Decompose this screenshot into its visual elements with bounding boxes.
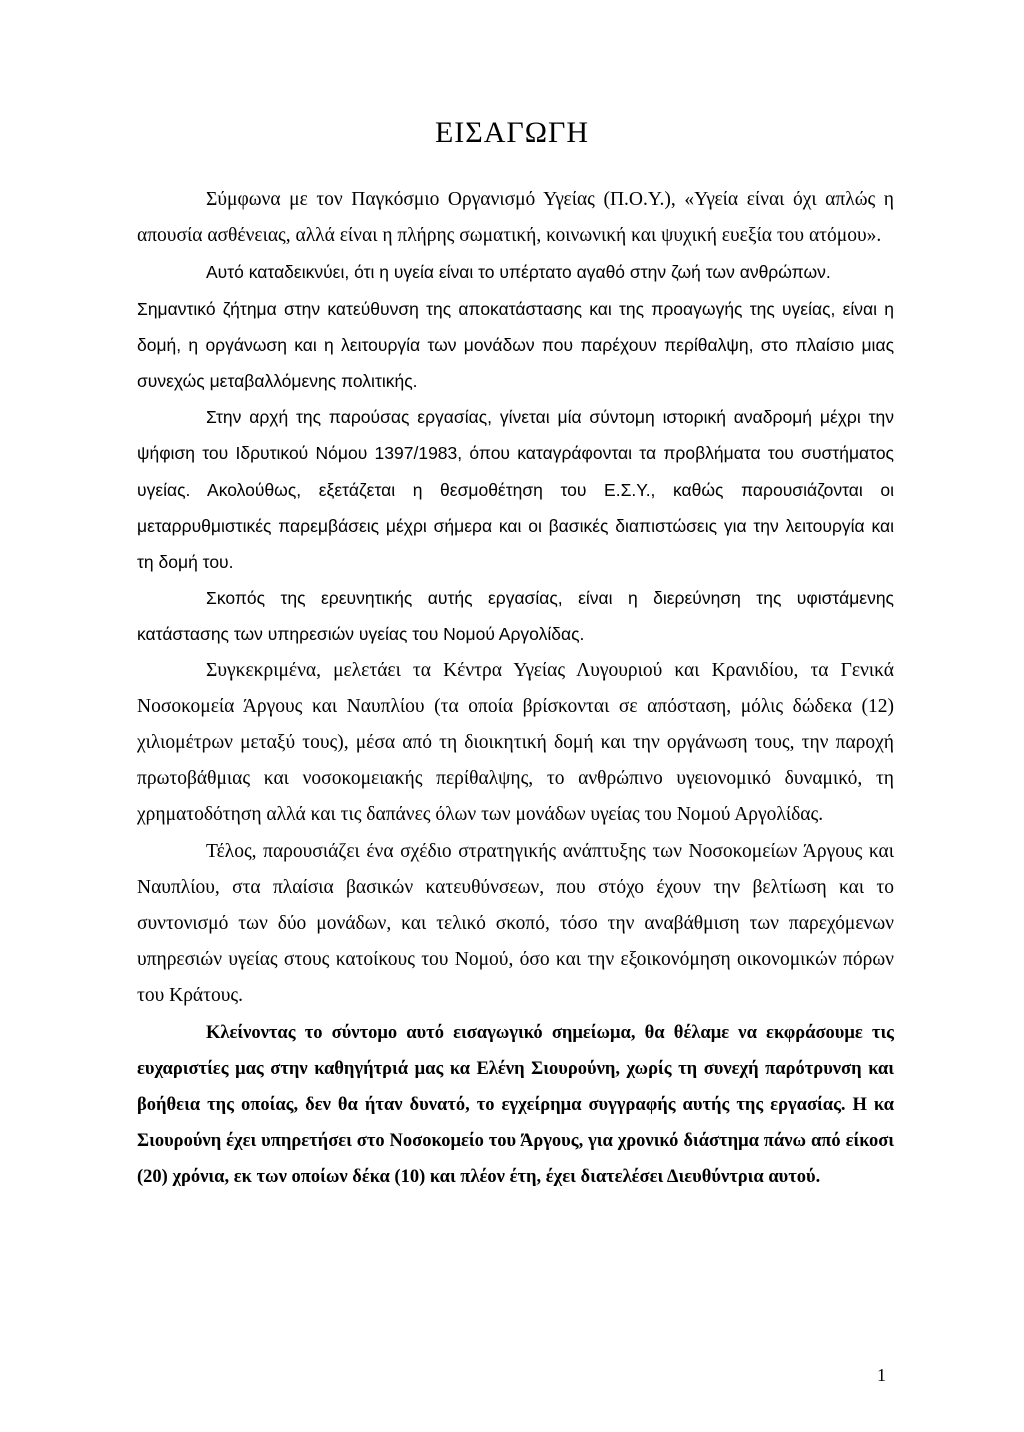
- paragraph-study-scope: Συγκεκριμένα, μελετάει τα Κέντρα Υγείας Λυγουριού και Κρανιδίου, τα Γενικά Νοσοκομεία Άργους και Ναυπλίου (τα οποία βρίσκονται σε απόσταση, μόλις δώδεκα (12) χιλιομέτρων μεταξύ τους), μέσα από τη διοικητική δομή και την οργάνωση τους, την παροχή πρωτοβάθμιας και νοσοκομειακής περίθαλψης, το ανθρώπινο υγειονομικό δυναμικό, τη χρηματοδότηση αλλά και τις δαπάνες όλων των μονάδων υγείας του Νομού Αργολίδας.: [137, 659, 894, 826]
- page-title: ΕΙΣΑΓΩΓΗ: [434, 116, 590, 149]
- paragraph-research-purpose: Σκοπός της ερευνητικής αυτής εργασίας, είναι η διερεύνηση της υφιστάμενης κατάστασης των υπηρεσιών υγείας του Νομού Αργολίδας.: [137, 588, 894, 645]
- paragraph-acknowledgements: Κλείνοντας το σύντομο αυτό εισαγωγικό σημείωμα, θα θέλαμε να εκφράσουμε τις ευχαριστίες μας στην καθηγήτριά μας κα Ελένη Σιουρούνη, χωρίς τη συνεχή παρότρυνση και βοήθεια της οποίας, δεν θα ήταν δυνατό, το εγχείρημα συγγραφής αυτής της εργασίας. Η κα Σιουρούνη έχει υπηρετήσει στο Νοσοκομείο του Άργους, για χρονικό διάστημα πάνω από είκοσι (20) χρόνια, εκ των οποίων δέκα (10) και πλέον έτη, έχει διατελέσει Διευθύντρια αυτού.: [137, 1022, 894, 1188]
- paragraph-strategy-plan: Τέλος, παρουσιάζει ένα σχέδιο στρατηγικής ανάπτυξης των Νοσοκομείων Άργους και Ναυπλίου, στα πλαίσια βασικών κατευθύνσεων, που στόχο έχουν την βελτίωση και το συντονισμό των δύο μονάδων, και τελικό σκοπό, τόσο την αναβάθμιση των παρεχόμενων υπηρεσιών υγείας στους κατοίκους του Νομού, όσο και την εξοικονόμηση οικονομικών πόρων του Κράτους.: [137, 840, 894, 1007]
- paragraph-health-supreme-good: Αυτό καταδεικνύει, ότι η υγεία είναι το υπέρτατο αγαθό στην ζωή των ανθρώπων.: [206, 262, 831, 283]
- paragraph-historical-review: Στην αρχή της παρούσας εργασίας, γίνεται μία σύντομη ιστορική αναδρομή μέχρι την ψήφιση του Ιδρυτικού Νόμου 1397/1983, όπου καταγράφονται τα προβλήματα του συστήματος υγείας. Ακολούθως, εξετάζεται η θεσμοθέτηση του Ε.Σ.Υ., καθώς παρουσιάζονται οι μεταρρυθμιστικές παρεμβάσεις μέχρι σήμερα και οι βασικές διαπιστώσεις για την λειτουργία και τη δομή του.: [137, 407, 894, 573]
- document-body: [137, 182, 894, 1196]
- paragraph-health-units-structure: Σημαντικό ζήτημα στην κατεύθυνση της αποκατάστασης και της προαγωγής της υγείας, είναι η δομή, η οργάνωση και η λειτουργία των μονάδων που παρέχουν περίθαλψη, στο πλαίσιο μιας συνεχώς μεταβαλλόμενης πολιτικής.: [137, 298, 894, 392]
- paragraph-who-definition: Σύμφωνα με τον Παγκόσμιο Οργανισμό Υγείας (Π.Ο.Υ.), «Υγεία είναι όχι απλώς η απουσία ασθένειας, αλλά είναι η πλήρης σωματική, κοινωνική και ψυχική ευεξία του ατόμου».: [137, 189, 894, 247]
- page-number: 1: [877, 1365, 886, 1385]
